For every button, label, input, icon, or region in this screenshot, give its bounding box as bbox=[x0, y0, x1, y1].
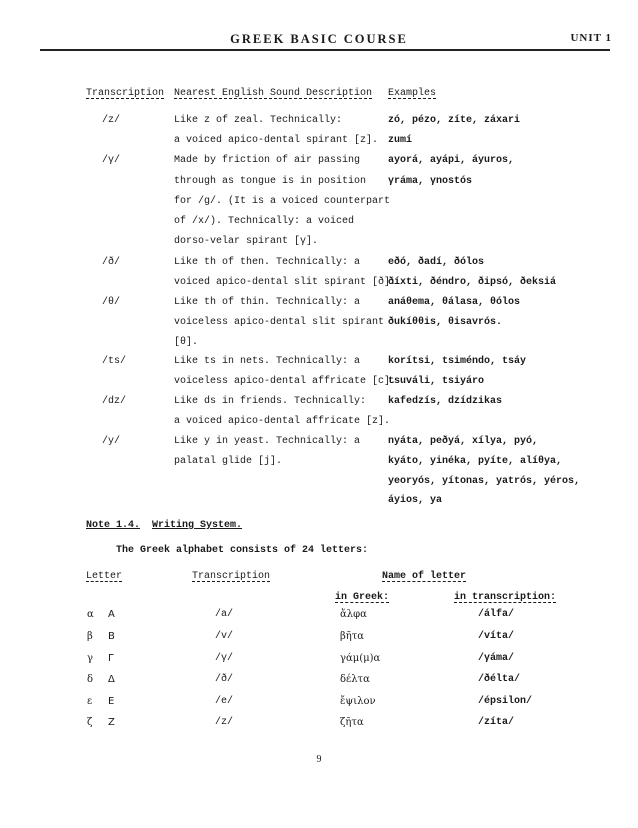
row-examples: kyáto, yinéka, pyíte, alíθya, bbox=[388, 456, 563, 467]
row-description: Like th of thin. Technically: a bbox=[174, 297, 361, 308]
letter-name-transcription: /γáma/ bbox=[478, 653, 515, 664]
note-heading bbox=[86, 520, 242, 531]
column-header-transcription: Transcription bbox=[86, 88, 165, 99]
table-row bbox=[0, 257, 638, 277]
row-examples: ðukíθθis, θisavrós. bbox=[388, 317, 503, 328]
row-transcription: /θ/ bbox=[102, 297, 121, 308]
alphabet-row bbox=[0, 609, 638, 631]
row-examples: nyáta, peðyá, xílya, pyó, bbox=[388, 436, 539, 447]
row-examples: ðíxti, ðéndro, ðipsó, ðeksiá bbox=[388, 277, 557, 288]
table-row bbox=[0, 196, 638, 216]
row-description: Made by friction of air passing bbox=[174, 155, 361, 166]
page-header-title: GREEK BASIC COURSE bbox=[230, 32, 408, 46]
table-row bbox=[0, 297, 638, 317]
row-description: through as tongue is in position bbox=[174, 176, 367, 187]
letter-name-greek: δέλτα bbox=[340, 674, 370, 685]
row-description: a voiced apico-dental spirant [z]. bbox=[174, 135, 379, 146]
alphabet-header-transcription: Transcription bbox=[192, 571, 271, 582]
row-description: voiceless apico-dental slit spirant bbox=[174, 317, 385, 328]
letter-name-transcription: /álfa/ bbox=[478, 609, 515, 620]
letter-transcription: /e/ bbox=[215, 696, 234, 707]
row-description: a voiced apico-dental affricate [z]. bbox=[174, 416, 391, 427]
letter-transcription: /a/ bbox=[215, 609, 234, 620]
row-description: Like z of zeal. Technically: bbox=[174, 115, 343, 126]
table-row bbox=[0, 115, 638, 135]
row-examples: áyios, ya bbox=[388, 495, 443, 506]
table-row bbox=[0, 277, 638, 297]
alphabet-header-letter: Letter bbox=[86, 571, 123, 582]
letter-lowercase: β bbox=[87, 631, 93, 642]
table-row bbox=[0, 176, 638, 196]
letter-transcription: /z/ bbox=[215, 717, 234, 728]
letter-name-greek: ἔψιλον bbox=[340, 696, 376, 707]
alphabet-row bbox=[0, 674, 638, 696]
letter-name-greek: ἄλφα bbox=[340, 609, 367, 620]
row-transcription: /y/ bbox=[102, 436, 121, 447]
row-examples: ayorá, ayápi, áyuros, bbox=[388, 155, 515, 166]
letter-uppercase: Ε bbox=[108, 696, 115, 707]
letter-name-transcription: /ðélta/ bbox=[478, 674, 521, 685]
alphabet-header-in-greek: in Greek: bbox=[335, 592, 390, 603]
letter-name-transcription: /zíta/ bbox=[478, 717, 515, 728]
page-header-unit: UNIT 1 bbox=[570, 32, 612, 44]
row-examples: zumí bbox=[388, 135, 413, 146]
letter-uppercase: Α bbox=[108, 609, 115, 620]
note-title: Writing System. bbox=[152, 520, 243, 531]
header-rule bbox=[40, 49, 610, 51]
table-row bbox=[0, 317, 638, 337]
table-row bbox=[0, 236, 638, 256]
table-row bbox=[0, 495, 638, 515]
row-examples: yeoryós, yítonas, yatrós, yéros, bbox=[388, 476, 581, 487]
letter-name-transcription: /víta/ bbox=[478, 631, 515, 642]
row-description: Like ts in nets. Technically: a bbox=[174, 356, 361, 367]
alphabet-header-in-transcription: in transcription: bbox=[454, 592, 557, 603]
row-examples: γráma, γnostós bbox=[388, 176, 473, 187]
table-row bbox=[0, 416, 638, 436]
row-examples: kafedzís, dzídzikas bbox=[388, 396, 503, 407]
row-description: Like th of then. Technically: a bbox=[174, 257, 361, 268]
table-row bbox=[0, 216, 638, 236]
table-row bbox=[0, 396, 638, 416]
letter-transcription: /v/ bbox=[215, 631, 234, 642]
row-transcription: /ts/ bbox=[102, 356, 127, 367]
letter-uppercase: Β bbox=[108, 631, 115, 642]
column-header-examples: Examples bbox=[388, 88, 437, 99]
row-transcription: /dz/ bbox=[102, 396, 127, 407]
row-description: dorso-velar spirant [γ]. bbox=[174, 236, 319, 247]
alphabet-row bbox=[0, 631, 638, 653]
alphabet-intro: The Greek alphabet consists of 24 letters: bbox=[116, 545, 369, 556]
table-row bbox=[0, 337, 638, 357]
table-row bbox=[0, 476, 638, 496]
letter-lowercase: γ bbox=[87, 653, 93, 664]
table-row bbox=[0, 456, 638, 476]
row-transcription: /γ/ bbox=[102, 155, 121, 166]
letter-transcription: /γ/ bbox=[215, 653, 234, 664]
row-examples: zó, pézo, zíte, záxari bbox=[388, 115, 521, 126]
row-transcription: /ð/ bbox=[102, 257, 121, 268]
alphabet-row bbox=[0, 653, 638, 675]
row-description: of /x/). Technically: a voiced bbox=[174, 216, 355, 227]
column-header-description: Nearest English Sound Description bbox=[174, 88, 373, 99]
letter-name-greek: γάμ(μ)α bbox=[340, 653, 381, 664]
row-description: for /g/. (It is a voiced counterpart bbox=[174, 196, 391, 207]
letter-transcription: /ð/ bbox=[215, 674, 234, 685]
alphabet-row bbox=[0, 717, 638, 739]
table-row bbox=[0, 376, 638, 396]
letter-uppercase: Γ bbox=[108, 653, 114, 664]
page-number: 9 bbox=[316, 754, 322, 765]
letter-lowercase: ζ bbox=[87, 717, 93, 728]
letter-lowercase: ε bbox=[87, 696, 93, 707]
table-row bbox=[0, 135, 638, 155]
alphabet-header-name: Name of letter bbox=[382, 571, 467, 582]
row-examples: tsuváli, tsiyáro bbox=[388, 376, 485, 387]
letter-name-transcription: /épsilon/ bbox=[478, 696, 533, 707]
letter-name-greek: βῆτα bbox=[340, 631, 365, 642]
row-description: voiced apico-dental slit spirant [ð]. bbox=[174, 277, 397, 288]
letter-uppercase: Ζ bbox=[108, 717, 115, 728]
table-row bbox=[0, 155, 638, 175]
row-description: palatal glide [j]. bbox=[174, 456, 283, 467]
alphabet-row bbox=[0, 696, 638, 718]
row-examples: eðó, ðadí, ðólos bbox=[388, 257, 485, 268]
letter-name-greek: ζῆτα bbox=[340, 717, 364, 728]
row-examples: anáθema, θálasa, θólos bbox=[388, 297, 521, 308]
row-description: Like y in yeast. Technically: a bbox=[174, 436, 361, 447]
table-row bbox=[0, 356, 638, 376]
letter-uppercase: Δ bbox=[108, 674, 115, 685]
row-transcription: /z/ bbox=[102, 115, 121, 126]
row-examples: korítsi, tsiméndo, tsáy bbox=[388, 356, 527, 367]
row-description: Like ds in friends. Technically: bbox=[174, 396, 367, 407]
row-description: voiceless apico-dental affricate [c]. bbox=[174, 376, 397, 387]
row-description: [θ]. bbox=[174, 337, 199, 348]
letter-lowercase: δ bbox=[87, 674, 94, 685]
note-label: Note 1.4. bbox=[86, 520, 141, 531]
table-row bbox=[0, 436, 638, 456]
letter-lowercase: α bbox=[87, 609, 94, 620]
